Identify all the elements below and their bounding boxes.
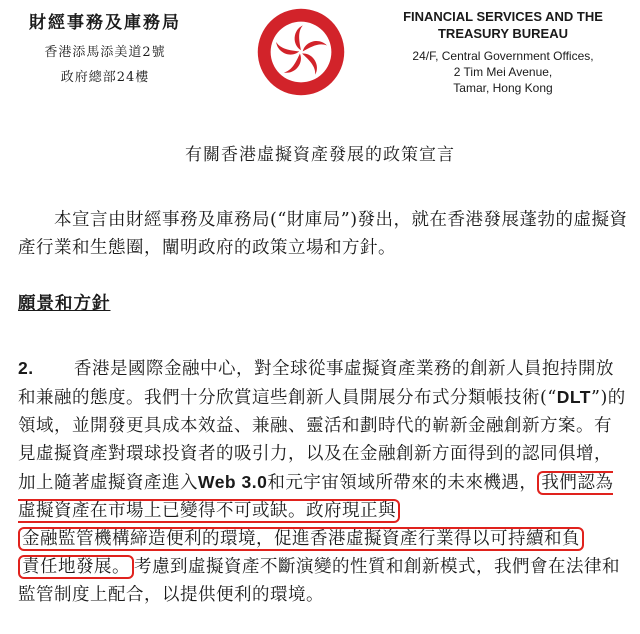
intro-text: 本宣言由財經事務及庫務局(“財庫局”)發出，就在香港發展蓬勃的虛擬資產行業和生態圈，闡明政府的政策立場和方針。: [18, 210, 628, 258]
bureau-name-en-line1: FINANCIAL SERVICES AND THE: [403, 9, 603, 24]
bureau-name-en-line2: TREASURY BUREAU: [437, 26, 568, 41]
intro-paragraph: [18, 206, 628, 262]
dlt-term: DLT: [556, 387, 591, 407]
address-line1-zh: 香港添馬添美道2號: [44, 45, 166, 60]
section-heading: 願景和方針: [18, 294, 111, 314]
para2-text-a: 香港是國際金融中心，對全球從事虛擬資產業務的創新人員抱持開放和兼融的態度。我們十分欣賞這些創新人員開展分布式分類帳技術(“: [18, 359, 614, 408]
para2-text-d: 考慮到虛擬資產不斷演變的性質和創新模式，我們會在法律和監管制度上配合，以提供便利的環境。: [18, 557, 620, 605]
highlighted-sentence-part2: 金融監管機構締造便利的環境，促進香港虛擬資產行業得以可持續和負: [18, 527, 584, 551]
document-title: 有關香港虛擬資產發展的政策宣言: [185, 145, 455, 165]
address-line2-en: 2 Tim Mei Avenue,: [453, 65, 553, 79]
web3-term: Web 3.0: [198, 472, 268, 492]
bureau-header-chinese: [10, 6, 200, 85]
para2-text-c: 和元宇宙領域所帶來的未來機遇，: [267, 473, 538, 493]
bureau-name-zh: 財經事務及庫務局: [29, 13, 181, 33]
address-line1-en: 24/F, Central Government Offices,: [412, 49, 594, 63]
para2-text-b: ”)的領域，並開發更具成本效益、兼融、靈活和劃時代的嶄新金融創新方案。有見虛擬資產對環球投資者的吸引力，以及在金融創新方面得到的認同俱增，加上隨著虛擬資產進入: [18, 388, 626, 493]
highlighted-sentence-part1: 我們認為虛擬資產在市場上已變得不可或缺。政府現正與: [18, 473, 614, 521]
highlighted-sentence-part3: 責任地發展。: [18, 555, 134, 579]
paragraph-number: 2.: [18, 358, 34, 378]
address-line3-en: Tamar, Hong Kong: [453, 81, 553, 95]
hong-kong-emblem-icon: [255, 6, 347, 98]
paragraph-2: [18, 354, 628, 609]
bureau-header-english: [378, 8, 628, 96]
address-line2-zh: 政府總部24樓: [60, 70, 150, 85]
